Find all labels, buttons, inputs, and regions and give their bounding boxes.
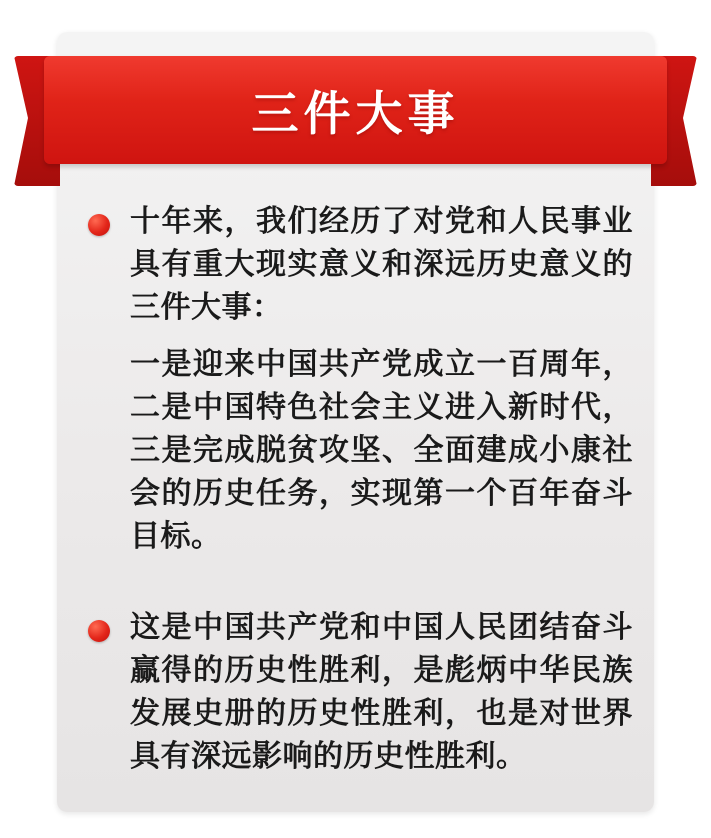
paragraph-group-2	[130, 606, 633, 778]
paragraph-text: 这是中国共产党和中国人民团结奋斗赢得的历史性胜利，是彪炳中华民族发展史册的历史性胜利，也是对世界具有深远影响的历史性胜利。	[130, 611, 633, 773]
bullet-dot-icon	[88, 620, 110, 642]
bullet-section-1	[88, 200, 633, 558]
bullet-section-2	[88, 606, 633, 778]
paragraph-group-1	[130, 200, 633, 558]
paragraph-text: 十年来，我们经历了对党和人民事业具有重大现实意义和深远历史意义的三件大事：	[130, 205, 633, 324]
bullet-dot-icon	[88, 214, 110, 236]
ribbon-banner	[44, 56, 667, 164]
section-spacer	[88, 584, 633, 606]
page-title: 三件大事	[251, 86, 460, 140]
paragraph-text: 一是迎来中国共产党成立一百周年，二是中国特色社会主义进入新时代，三是完成脱贫攻坚、全面建成小康社会的历史任务，实现第一个百年奋斗目标。	[130, 348, 633, 553]
title-ribbon	[14, 56, 697, 186]
body-content	[88, 200, 633, 804]
